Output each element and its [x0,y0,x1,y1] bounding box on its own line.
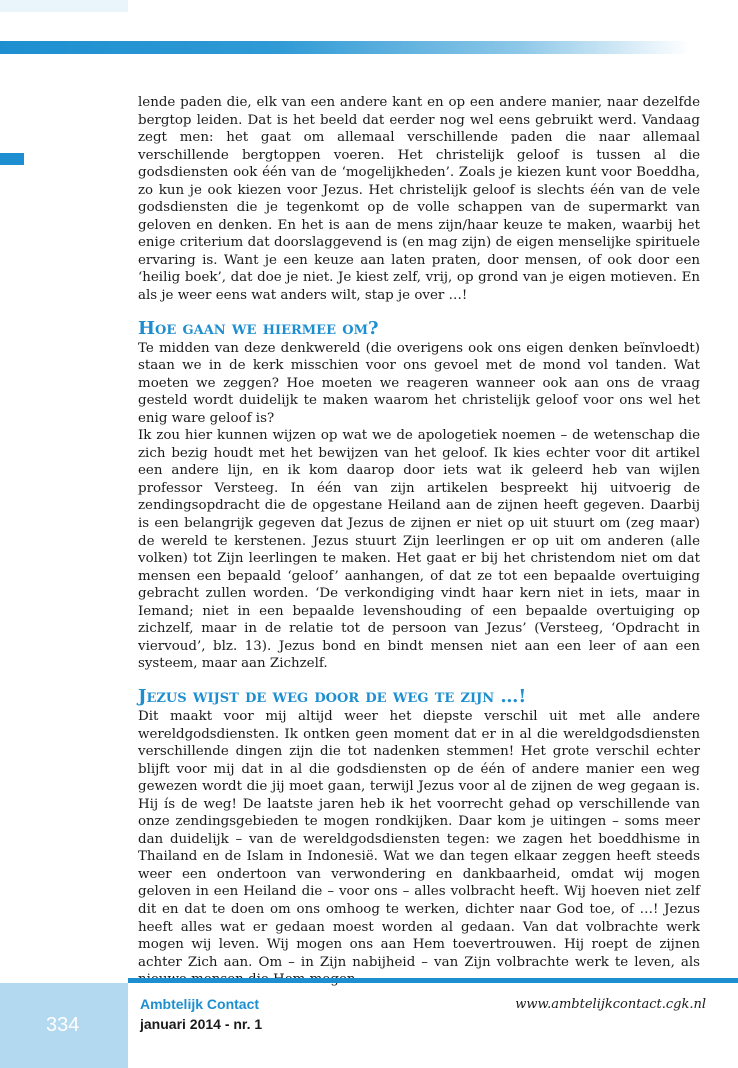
header-gradient-bar [0,41,690,54]
side-tab-marker [0,153,24,165]
magazine-title: Ambtelijk Contact [140,996,260,1012]
section2-paragraph-1: Dit maakt voor mij altijd weer het diepste verschil uit met alle andere wereldgodsdiensten. Ik ontken geen moment dat er in al die wereldgodsdiensten verschillende dingen zijn die tot nadenken stemmen! Het grote verschil echter blijft voor mij dat in al die godsdiensten op de één of andere manier een weg gewezen wordt die jij moet gaan, terwijl Jezus voor al de zijnen de weg gegaan is. Hij ís de weg! De laatste jaren heb ik het voorrecht gehad op verschillende van onze zendingsgebieden te mogen rondkijken. Daar kom je uitingen – soms meer dan duidelijk – van de wereldgodsdiensten tegen: we zagen het boeddhisme in Thailand en de Islam in Indonesië. Wat we dan tegen elkaar zeggen heeft steeds weer een ondertoon van verwondering en dankbaarheid, omdat wij mogen geloven in een Heiland die – voor ons – alles volbracht heeft. Wij hoeven niet zelf dit en dat te doen om ons omhoog te werken, dichter naar God toe, of …! Jezus heeft alles wat er gedaan moest worden al gedaan. Van dat volbrachte werk mogen wij leven. Wij mogen ons aan Hem toevertrouwen. Hij roept de zijnen achter Zich aan. Om – in Zijn nabijheid – van Zijn volbrachte werk te leven, als [138,708,700,970]
section-heading-1: Hoe gaan we hiermee om? [138,317,379,339]
issue-label: januari 2014 - nr. 1 [140,1016,263,1032]
website-url: www.ambtelijkcontact.cgk.nl [515,997,706,1012]
section1-paragraph-1: Te midden van deze denkwereld (die overigens ook ons eigen denken beïnvloedt) staan we in de kerk misschien voor ons gevoel met de mond vol tanden. Wat moeten we zeggen? Hoe moeten we reageren wanneer ook aan ons de vraag gesteld wordt duidelijk te maken waarom het christelijk geloof voor ons wel het enig ware geloof is? [138,340,700,426]
intro-paragraph: lende paden die, elk van een andere kant en op een andere manier, naar dezelfde bergtop leiden. Dat is het beeld dat eerder nog wel eens gebruikt werd. Vandaag zegt men: het gaat om allemaal verschillende paden die naar allemaal verschillende bergtoppen voeren. Het christelijk geloof is tussen al die godsdiensten ook één van de ‘mogelijkheden’. Zoals je kiezen kunt voor Boeddha, zo kun je ook kiezen voor Jezus. Het christelijk geloof is slechts één van de vele godsdiensten die je tegenkomt op de volle schappen van de supermarkt van geloven en denken. En het is aan de mens zijn/haar keuze te maken, waarbij het enige criterium dat doorslaggevend is (en mag zijn) de eigen menselijke spirituele ervaring is. Want je een keuze aan laten praten, door mensen, of ook door een ‘heilig boek’, dat doe je niet. Je kiest zelf, vrij, op grond van je eigen motieven. En als je weer eens wat anders wilt, stap je over …! [138,95,700,304]
section-heading-2: Jezus wijst de weg door de weg te zijn …! [138,685,527,707]
article-body [138,94,700,989]
left-margin-tint [0,0,128,12]
footer-rule [128,978,738,983]
page-number: 334 [46,1014,80,1036]
section1-paragraph-2: Ik zou hier kunnen wijzen op wat we de apologetiek noemen – de wetenschap die zich bezig houdt met het bewijzen van het geloof. Ik kies echter voor dit artikel een andere lijn, en ik kom daarop door iets wat ik geleerd heb van wijlen professor Versteeg. In één van zijn artikelen bespreekt hij uitvoerig de zendingsopdracht die de opgestane Heiland aan de zijnen heeft gegeven. Daarbij is een belangrijk gegeven dat Jezus de zijnen er niet op uit stuurt om (zeg maar) de wereld te kerstenen. Jezus stuurt Zijn leerlingen er op uit om anderen (alle volken) tot Zijn leerlingen te maken. Het gaat er bij het christendom niet om dat mensen een bepaald ‘geloof’ aanhangen, of dat ze tot een bepaalde overtuiging gebracht zullen worden. ‘De verkondiging vindt haar kern niet in iets, maar in Iemand; niet in een bepaalde levenshouding of een bepaalde overtuiging op zichzelf, maar in de relatie tot de persoon van Jezus’ (Versteeg, ‘Opdracht in viervoud’, blz. 13). Jezus bond en bindt mensen niet aan een leer of aan een systeem, maar aan Zichzelf. [138,428,700,672]
